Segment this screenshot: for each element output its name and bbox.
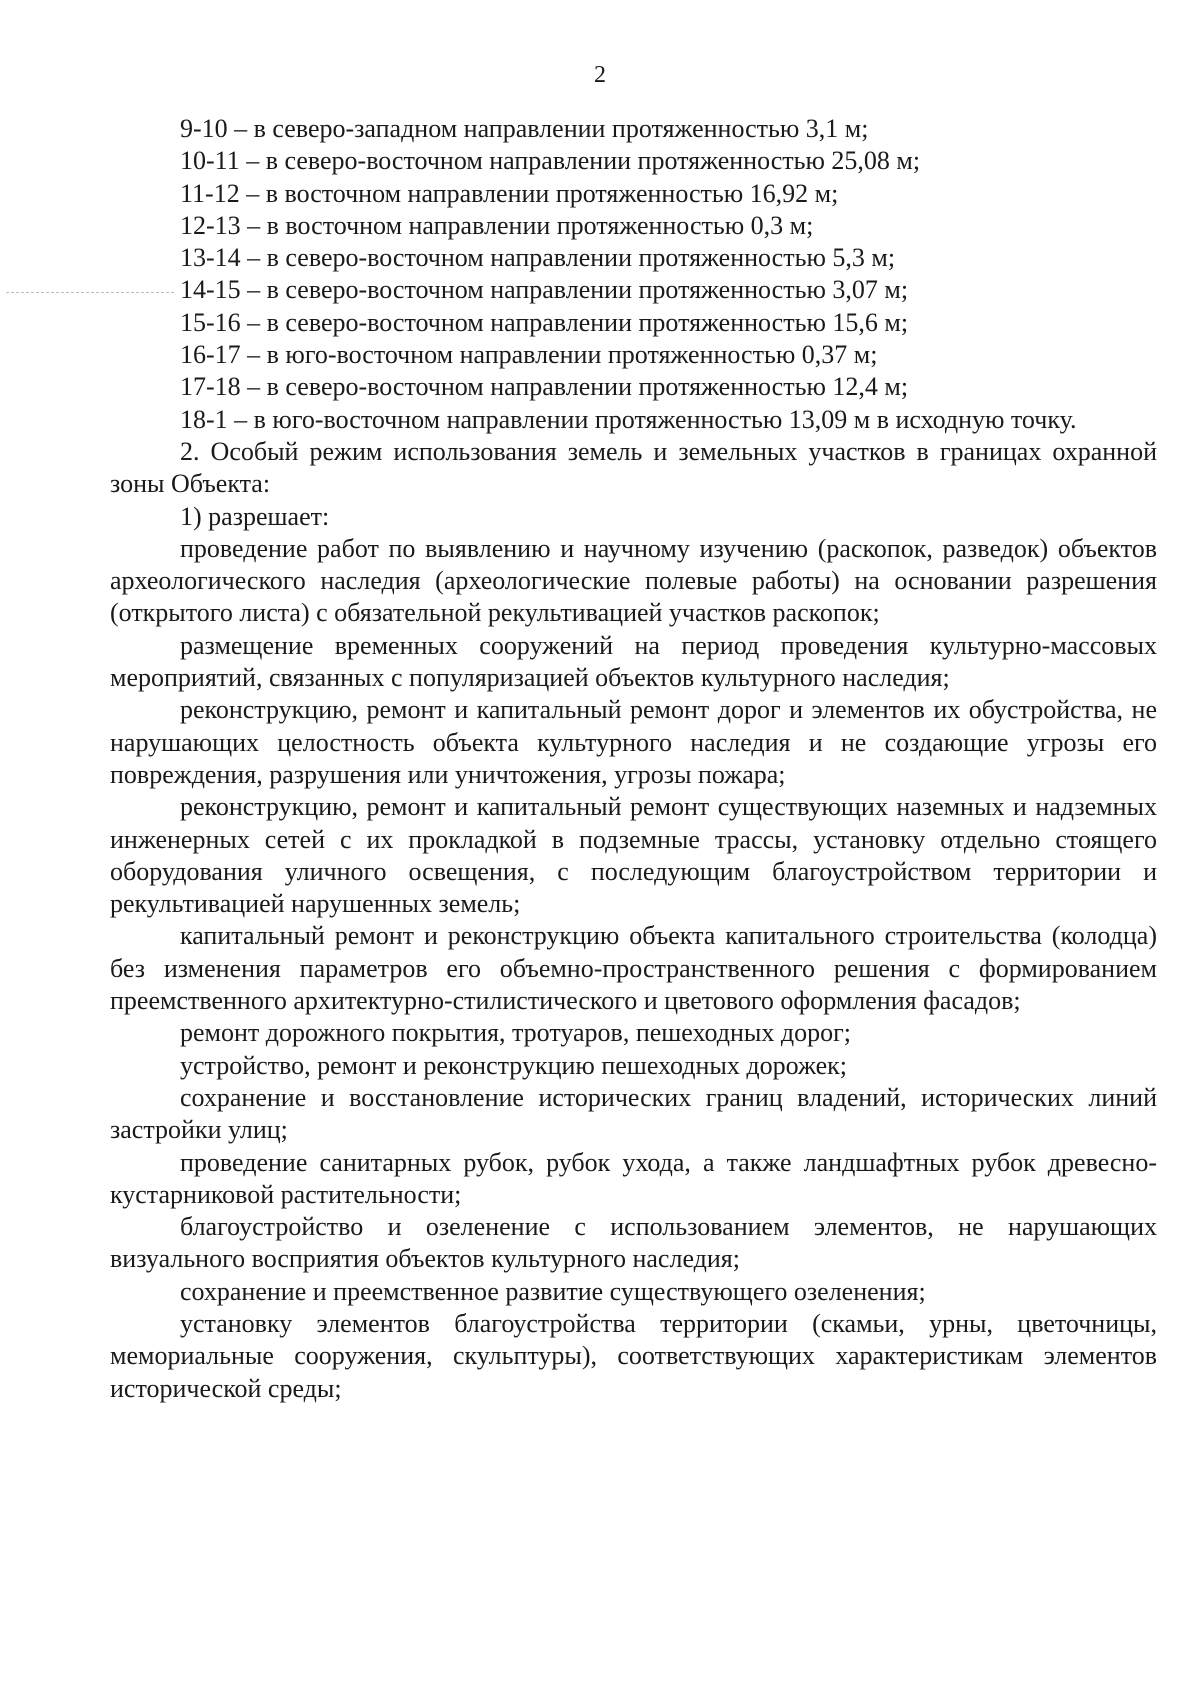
document-body (110, 113, 1157, 1405)
segment-14-15: 14-15 – в северо-восточном направлении протяженностью 3,07 м; (180, 275, 909, 305)
segment-18-1: 18-1 – в юго-восточном направлении протяженностью 13,09 м в исходную точку. (180, 404, 1077, 434)
permitted-item: установку элементов благоустройства территории (скамьи, урны, цветочницы, мемориальные сооружения, скульптуры), соответствующих характеристикам элементов исторической среды; (110, 1308, 1157, 1403)
permitted-item: реконструкцию, ремонт и капитальный ремонт существующих наземных и надземных инженерных сетей с их прокладкой в подземные трассы, установку отдельно стоящего оборудования уличного освещения, с последующим благоустройством территории и рекультивацией нарушенных земель; (110, 792, 1157, 919)
segment-13-14: 13-14 – в северо-восточном направлении протяженностью 5,3 м; (180, 243, 896, 273)
permitted-item: сохранение и восстановление исторических границ владений, исторических линий застройки улиц; (110, 1082, 1157, 1145)
permitted-item: благоустройство и озеленение с использованием элементов, не нарушающих визуального восприятия объектов культурного наследия; (110, 1212, 1157, 1274)
section-2-heading: 2. Особый режим использования земель и земельных участков в границах охранной зоны Объекта: (110, 436, 1157, 499)
segment-11-12: 11-12 – в восточном направлении протяженностью 16,92 м; (180, 178, 839, 208)
subsection-1-heading: 1) разрешает: (180, 501, 330, 531)
segment-16-17: 16-17 – в юго-восточном направлении протяженностью 0,37 м; (180, 340, 878, 370)
page-number: 2 (594, 62, 606, 88)
permitted-item: ремонт дорожного покрытия, тротуаров, пешеходных дорог; (180, 1018, 851, 1048)
permitted-item: устройство, ремонт и реконструкцию пешеходных дорожек; (180, 1050, 847, 1080)
permitted-item: реконструкцию, ремонт и капитальный ремонт дорог и элементов их обустройства, не нарушающих целостность объекта культурного наследия и не создающие угрозы его повреждения, разрушения или уничтожения, угрозы пожара; (110, 695, 1157, 789)
permitted-item: размещение временных сооружений на период проведения культурно-массовых мероприятий, связанных с популяризацией объектов культурного наследия; (110, 630, 1157, 693)
segment-10-11: 10-11 – в северо-восточном направлении протяженностью 25,08 м; (180, 146, 921, 176)
permitted-item: проведение санитарных рубок, рубок ухода, а также ландшафтных рубок древесно-кустарниковой растительности; (110, 1147, 1157, 1209)
permitted-item: сохранение и преемственное развитие существующего озеленения; (180, 1276, 926, 1306)
permitted-item: проведение работ по выявлению и научному изучению (раскопок, разведок) объектов археологического наследия (археологические полевые работы) на основании разрешения (открытого листа) с обязательной рекультивацией участков раскопок; (110, 533, 1157, 628)
permitted-item: капитальный ремонт и реконструкцию объекта капитального строительства (колодца) без изменения параметров его объемно-пространственного решения с формированием преемственного архитектурно-стилистического и цветового оформления фасадов; (110, 921, 1157, 1016)
segment-9-10: 9-10 – в северо-западном направлении протяженностью 3,1 м; (180, 114, 869, 143)
segment-12-13: 12-13 – в восточном направлении протяженностью 0,3 м; (180, 210, 814, 240)
segment-17-18: 17-18 – в северо-восточном направлении протяженностью 12,4 м; (180, 372, 909, 402)
segment-15-16: 15-16 – в северо-восточном направлении протяженностью 15,6 м; (180, 307, 909, 337)
